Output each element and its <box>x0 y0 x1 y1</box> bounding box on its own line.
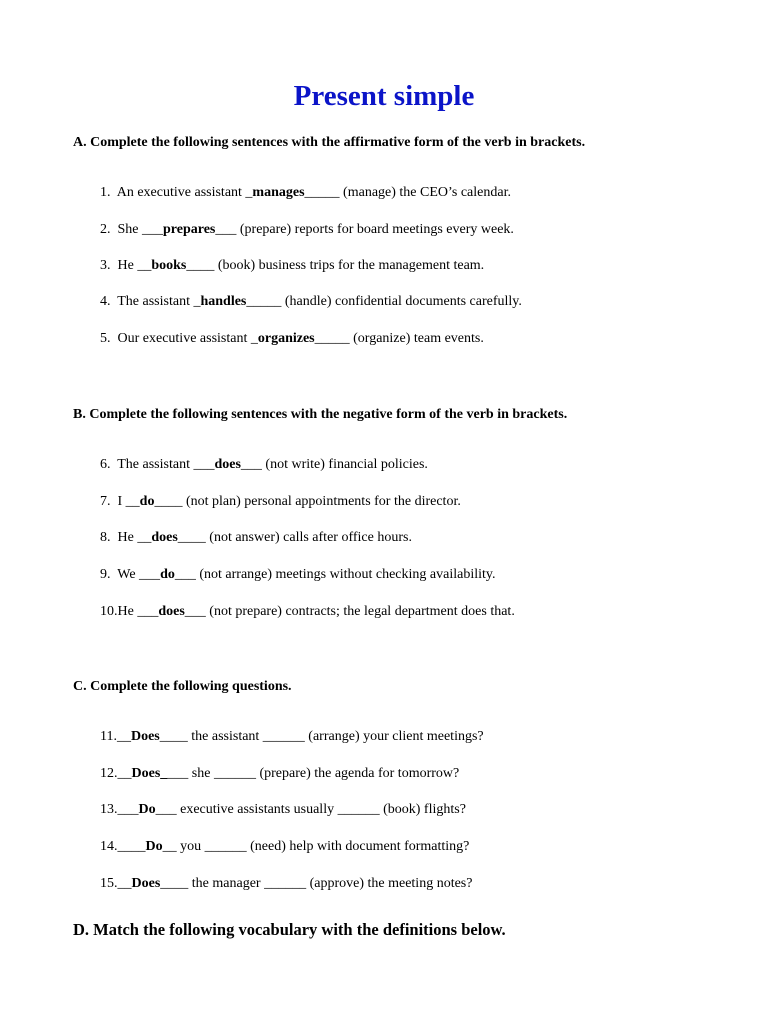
item-text-before: __ <box>116 729 131 744</box>
exercise-item-7 <box>100 494 750 510</box>
item-number: 7. <box>100 494 111 509</box>
item-answer: manages <box>252 185 305 200</box>
exercise-item-14 <box>100 839 750 855</box>
exercise-item-4 <box>100 294 750 310</box>
item-number: 15. <box>100 876 118 891</box>
exercise-item-8 <box>100 530 750 546</box>
item-text-before: An executive assistant _ <box>116 185 253 200</box>
exercise-item-15 <box>100 876 750 892</box>
item-text-after: ____ the assistant ______ (arrange) your client meetings? <box>159 729 484 744</box>
item-answer: books <box>151 258 187 273</box>
item-text-after: ___ (not arrange) meetings without checking availability. <box>174 567 496 582</box>
item-text-before: He ___ <box>117 604 159 619</box>
item-number: 3. <box>100 258 111 273</box>
exercise-item-9 <box>100 567 750 583</box>
item-text-before: The assistant ___ <box>117 457 215 472</box>
section-b-heading: B. Complete the following sentences with the negative form of the verb in brackets. <box>73 407 568 422</box>
item-number: 6. <box>100 457 111 472</box>
item-text-after: _____ (manage) the CEO’s calendar. <box>304 185 511 200</box>
item-answer: Does <box>131 876 161 891</box>
item-text-before: __ <box>117 766 132 781</box>
section-a-heading: A. Complete the following sentences with the affirmative form of the verb in brackets. <box>73 135 586 150</box>
item-number: 5. <box>100 331 111 346</box>
item-text-after: __ you ______ (need) help with document formatting? <box>162 839 470 854</box>
item-number: 2. <box>100 222 111 237</box>
item-text-after: ___ executive assistants usually ______ (book) flights? <box>155 802 466 817</box>
item-number: 8. <box>100 530 111 545</box>
item-text-before: ____ <box>117 839 146 854</box>
exercise-item-1 <box>100 185 750 201</box>
item-text-after: ___ (prepare) reports for board meetings every week. <box>215 222 514 237</box>
item-answer: Do <box>145 839 163 854</box>
item-text-before: The assistant _ <box>117 294 201 309</box>
item-number: 11. <box>100 729 117 744</box>
item-answer: organizes <box>257 331 315 346</box>
exercise-item-2 <box>100 222 750 238</box>
item-text-before: He __ <box>117 530 152 545</box>
item-text-before: Our executive assistant _ <box>117 331 258 346</box>
item-answer: does <box>158 604 185 619</box>
item-answer: handles <box>200 294 247 309</box>
exercise-item-10 <box>100 604 750 620</box>
item-text-after: _____ (handle) confidential documents carefully. <box>246 294 522 309</box>
item-text-before: I __ <box>117 494 140 509</box>
item-answer: Do <box>138 802 156 817</box>
item-number: 4. <box>100 294 111 309</box>
item-text-after: ___ she ______ (prepare) the agenda for tomorrow? <box>167 766 460 781</box>
item-answer: does <box>214 457 241 472</box>
item-text-before: He __ <box>117 258 152 273</box>
section-c-heading: C. Complete the following questions. <box>73 679 292 694</box>
item-number: 9. <box>100 567 111 582</box>
item-text-after: ____ (not answer) calls after office hours. <box>177 530 412 545</box>
item-text-before: ___ <box>117 802 139 817</box>
exercise-item-11 <box>100 729 750 745</box>
item-number: 13. <box>100 802 118 817</box>
item-number: 12. <box>100 766 118 781</box>
item-text-after: ____ (not plan) personal appointments for the director. <box>154 494 461 509</box>
exercise-item-6 <box>100 457 750 473</box>
item-text-before: We ___ <box>117 567 161 582</box>
exercise-item-3 <box>100 258 750 274</box>
page-title: Present simple <box>293 80 475 112</box>
item-answer: Does_ <box>131 766 168 781</box>
exercise-item-13 <box>100 802 750 818</box>
item-text-after: ____ the manager ______ (approve) the meeting notes? <box>160 876 473 891</box>
item-number: 14. <box>100 839 118 854</box>
item-text-after: ___ (not write) financial policies. <box>240 457 428 472</box>
item-text-after: _____ (organize) team events. <box>314 331 484 346</box>
item-text-before: __ <box>117 876 132 891</box>
item-text-after: ___ (not prepare) contracts; the legal department does that. <box>184 604 515 619</box>
item-answer: prepares <box>163 222 216 237</box>
item-text-after: ____ (book) business trips for the management team. <box>186 258 485 273</box>
item-number: 10. <box>100 604 118 619</box>
section-d-heading: D. Match the following vocabulary with the definitions below. <box>73 920 506 939</box>
item-answer: Does <box>130 729 160 744</box>
item-text-before: She ___ <box>117 222 163 237</box>
item-answer: do <box>139 494 155 509</box>
item-number: 1. <box>100 185 111 200</box>
item-answer: does <box>151 530 178 545</box>
item-answer: do <box>160 567 175 582</box>
exercise-item-12 <box>100 766 750 782</box>
exercise-item-5 <box>100 331 750 347</box>
